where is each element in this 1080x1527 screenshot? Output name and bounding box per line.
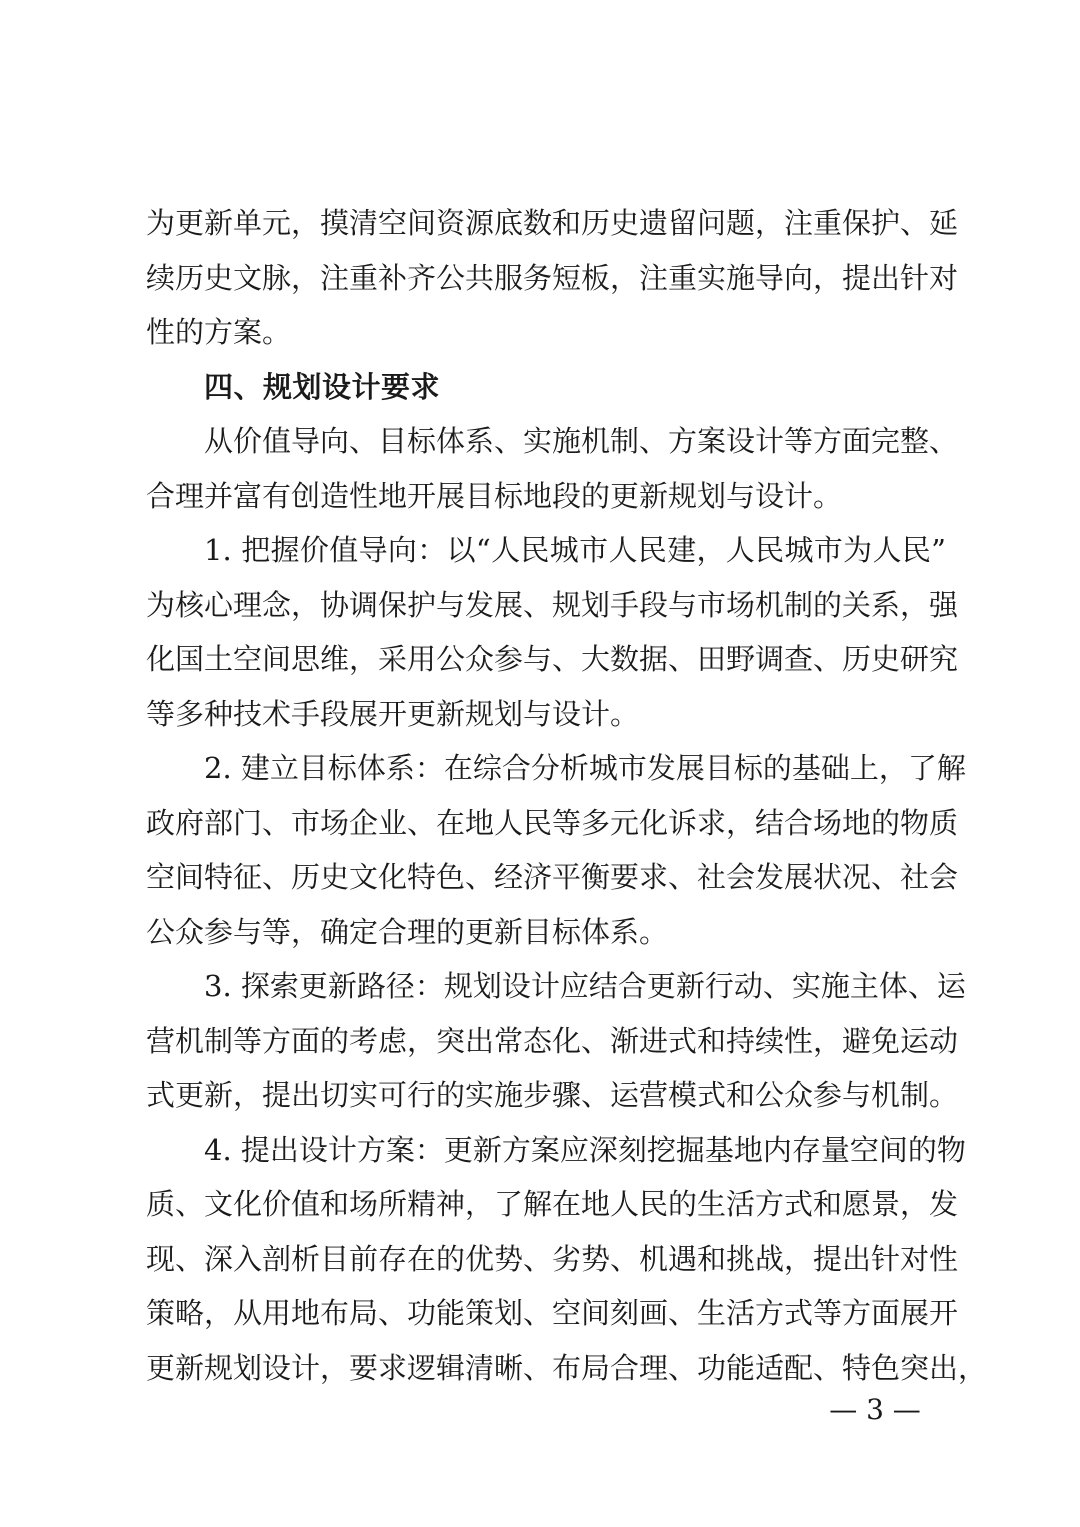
section-heading: 四、规划设计要求 (204, 369, 441, 404)
paragraph-line: 策略，从用地布局、功能策划、空间刻画、生活方式等方面展开 (146, 1296, 959, 1330)
list-item-line: 2. 建立目标体系：在综合分析城市发展目标的基础上，了解 (204, 751, 966, 785)
paragraph-line: 为核心理念，协调保护与发展、规划手段与市场机制的关系，强 (146, 587, 959, 622)
list-item-line: 3. 探索更新路径：规划设计应结合更新行动、实施主体、运 (204, 969, 966, 1003)
paragraph-line: 现、深入剖析目前存在的优势、劣势、机遇和挑战，提出针对性 (146, 1241, 959, 1276)
paragraph-line: 空间特征、历史文化特色、经济平衡要求、社会发展状况、社会 (146, 860, 959, 894)
paragraph-line: 质、文化价值和场所精神，了解在地人民的生活方式和愿景，发 (146, 1187, 959, 1221)
paragraph-line: 续历史文脉，注重补齐公共服务短板，注重实施导向，提出针对 (146, 260, 959, 295)
list-item-line: 4. 提出设计方案：更新方案应深刻挖掘基地内存量空间的物 (204, 1132, 966, 1167)
list-item-line: 1. 把握价值导向：以“人民城市人民建，人民城市为人民” (204, 533, 946, 567)
paragraph-line: 合理并富有创造性地开展目标地段的更新规划与设计。 (146, 478, 843, 513)
paragraph-line: 为更新单元，摸清空间资源底数和历史遗留问题，注重保护、延 (146, 206, 959, 240)
paragraph-line: 等多种技术手段展开更新规划与设计。 (146, 696, 640, 731)
paragraph-line: 化国土空间思维，采用公众参与、大数据、田野调查、历史研究 (146, 642, 959, 676)
paragraph-line: 从价值导向、目标体系、实施机制、方案设计等方面完整、 (204, 424, 959, 458)
body-text (146, 196, 988, 1395)
paragraph-line: 营机制等方面的考虑，突出常态化、渐进式和持续性，避免运动 (146, 1023, 959, 1058)
paragraph-line: 更新规划设计，要求逻辑清晰、布局合理、功能适配、特色突出， (146, 1350, 988, 1385)
paragraph-line: 政府部门、市场企业、在地人民等多元化诉求，结合场地的物质 (146, 805, 959, 840)
paragraph-line: 性的方案。 (146, 315, 292, 349)
paragraph-line: 公众参与等，确定合理的更新目标体系。 (146, 914, 669, 949)
page-number: — 3 — (829, 1393, 921, 1426)
paragraph-line: 式更新，提出切实可行的实施步骤、运营模式和公众参与机制。 (146, 1078, 959, 1112)
